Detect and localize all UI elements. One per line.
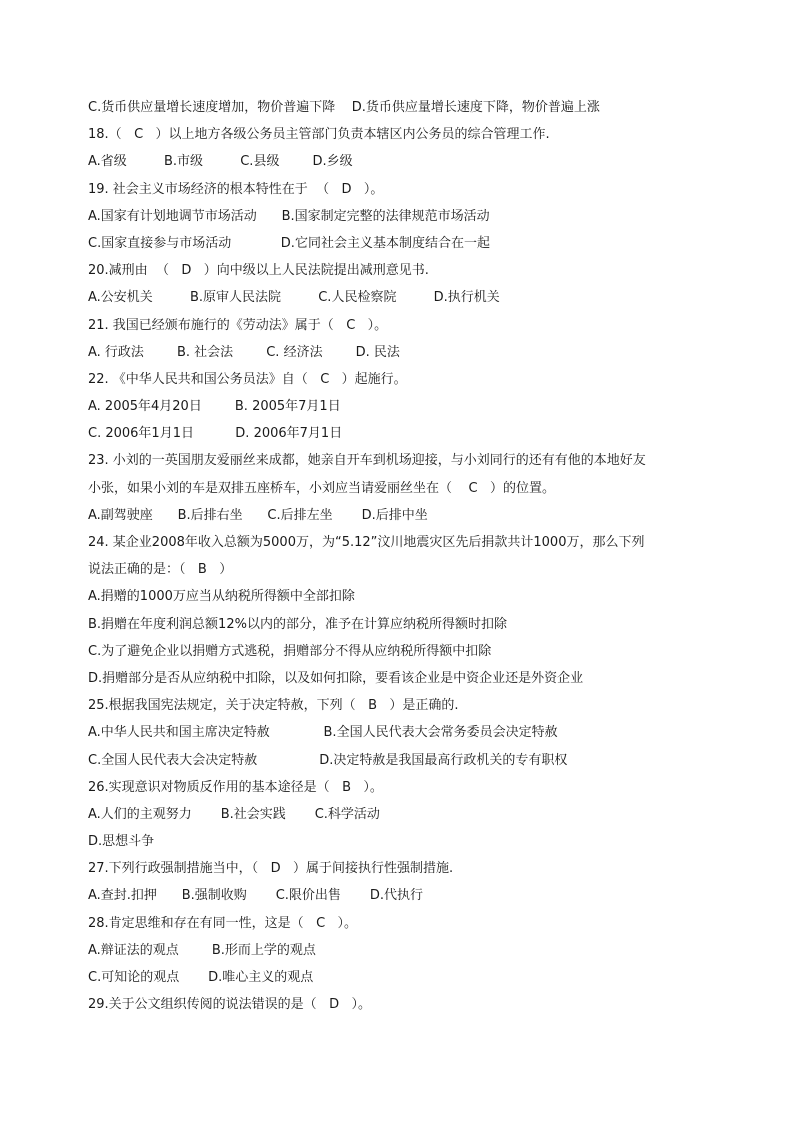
question-20: 20.减刑由 （ D ）向中级以上人民法院提出减刑意见书. [88,263,429,279]
answer-options: A.中华人民共和国主席决定特赦 B.全国人民代表大会常务委员会决定特赦 [88,725,558,741]
answer-options: C.可知论的观点 D.唯心主义的观点 [88,970,314,985]
question-18: 18.（ C ）以上地方各级公务员主管部门负责本辖区内公务员的综合管理工作. [88,127,550,143]
question-26: 26.实现意识对物质反作用的基本途径是（ B ）。 [88,779,383,795]
answer-options: C. 2006年1月1日 D. 2006年7月1日 [88,426,343,442]
answer-options: C.国家直接参与市场活动 D.它同社会主义基本制度结合在一起 [88,235,490,251]
question-19: 19. 社会主义市场经济的根本特性在于 （ D ）。 [88,181,384,197]
answer-options: A.副驾驶座 B.后排右坐 C.后排左坐 D.后排中坐 [88,507,428,523]
answer-option-a: A.捐赠的1000万应当从纳税所得额中全部扣除 [88,589,355,605]
answer-option-d: D.捐赠部分是否从应纳税中扣除，以及如何扣除，要看该企业是中资企业还是外资企业 [88,670,584,686]
answer-options: A. 2005年4月20日 B. 2005年7月1日 [88,399,341,415]
text-line: C.货币供应量增长速度增加，物价普遍下降 D.货币供应量增长速度下降，物价普遍上涨 [88,100,600,115]
document-body [88,94,708,1018]
answer-options: A.国家有计划地调节市场活动 B.国家制定完整的法律规范市场活动 [88,208,490,224]
answer-options: A.辩证法的观点 B.形而上学的观点 [88,942,316,958]
answer-option-b: B.捐赠在年度利润总额12%以内的部分，准予在计算应纳税所得额时扣除 [88,616,507,632]
question-23-cont: 小张，如果小刘的车是双排五座桥车，小刘应当请爱丽丝坐在（ C ）的位置。 [88,480,556,496]
answer-options: A.公安机关 B.原审人民法院 C.人民检察院 D.执行机关 [88,290,500,306]
question-29: 29.关于公文组织传阅的说法错误的是（ D ）。 [88,997,371,1013]
answer-options: A. 行政法 B. 社会法 C. 经济法 D. 民法 [88,344,400,360]
answer-options: A.查封.扣押 B.强制收购 C.限价出售 D.代执行 [88,888,423,904]
question-22: 22. 《中华人民共和国公务员法》自（ C ）起施行。 [88,371,407,387]
answer-options: C.全国人民代表大会决定特赦 D.决定特赦是我国最高行政机关的专有职权 [88,752,568,768]
question-27: 27.下列行政强制措施当中，（ D ）属于间接执行性强制措施. [88,861,454,877]
question-28: 28.肯定思维和存在有同一性，这是（ C ）。 [88,915,358,931]
answer-options: A.省级 B.市级 C.县级 D.乡级 [88,154,353,170]
question-24: 24. 某企业2008年收入总额为5000万，为“5.12”汶川地震灾区先后捐款共计1000万，那么下列 [88,535,645,550]
question-23: 23. 小刘的一英国朋友爱丽丝来成都，她亲自开车到机场迎接，与小刘同行的还有有他的本地好友 [88,453,646,469]
answer-option-c: C.为了避免企业以捐赠方式逃税，捐赠部分不得从应纳税所得额中扣除 [88,643,492,659]
question-21: 21. 我国已经颁布施行的《劳动法》属于（ C ）。 [88,317,388,333]
question-25: 25.根据我国宪法规定，关于决定特赦，下列（ B ）是正确的. [88,698,459,714]
answer-option-d: D.思想斗争 [88,834,155,850]
answer-options: A.人们的主观努力 B.社会实践 C.科学活动 [88,806,380,822]
question-24-cont: 说法正确的是：（ B ） [88,562,233,578]
